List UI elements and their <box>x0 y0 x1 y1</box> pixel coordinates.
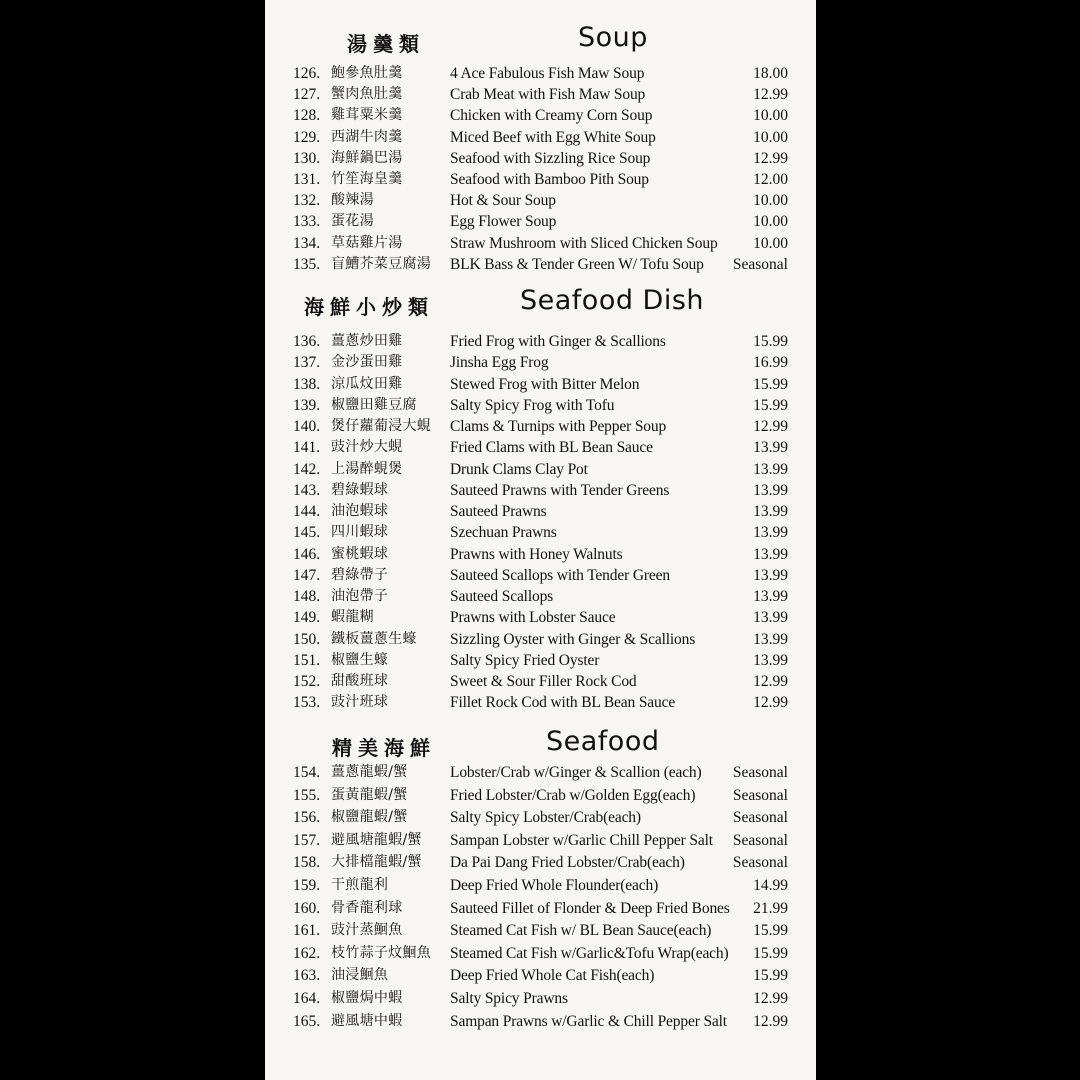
menu-item-row <box>265 105 816 126</box>
item-name-en: Lobster/Crab w/Ginger & Scallion (each) <box>450 764 702 781</box>
item-number: 160. <box>293 899 321 917</box>
item-number: 145. <box>293 524 321 542</box>
item-name-en: Stewed Frog with Bitter Melon <box>450 375 640 393</box>
menu-item-row <box>265 762 816 785</box>
item-price: 13.99 <box>753 481 788 499</box>
item-name-zh: 豉汁炒大蜆 <box>331 439 403 456</box>
item-price: 15.99 <box>753 944 788 962</box>
item-name-en: Egg Flower Soup <box>450 213 557 231</box>
item-price: 13.99 <box>753 588 788 605</box>
menu-item-row <box>265 416 816 437</box>
item-name-zh: 煲仔蘿葡浸大蜆 <box>331 418 432 434</box>
item-name-en: Seafood with Sizzling Rice Soup <box>450 149 651 167</box>
item-price: 14.99 <box>753 876 788 894</box>
item-price: 12.99 <box>753 673 788 690</box>
menu-item-row <box>265 807 816 830</box>
item-name-zh: 椒鹽龍蝦/蟹 <box>331 809 408 826</box>
item-name-zh: 大排檔龍蝦/蟹 <box>331 854 422 871</box>
item-number: 162. <box>293 944 321 962</box>
item-price: 15.99 <box>753 333 788 350</box>
item-name-zh: 骨香龍利球 <box>331 899 403 916</box>
item-price: 12.99 <box>753 694 788 712</box>
item-name-zh: 盲鰽芥菜豆腐湯 <box>331 255 432 272</box>
section-title-zh: 海鮮小炒類 <box>304 295 434 319</box>
item-number: 133. <box>293 213 321 231</box>
item-price: 13.99 <box>753 651 788 669</box>
item-name-en: Salty Spicy Fried Oyster <box>450 651 600 669</box>
item-price: Seasonal <box>732 786 788 804</box>
item-name-zh: 蟹肉魚肚羹 <box>331 86 403 103</box>
item-name-en: Chicken with Creamy Corn Soup <box>450 107 653 125</box>
item-name-en: Prawns with Lobster Sauce <box>450 609 616 627</box>
menu-item-row <box>265 148 816 169</box>
item-price: 12.99 <box>753 1012 788 1030</box>
item-price: 10.00 <box>753 192 788 210</box>
item-name-en: Sauteed Fillet of Flonder & Deep Fried Bones <box>450 899 730 917</box>
item-name-en: Sweet & Sour Filler Rock Cod <box>450 673 637 690</box>
item-name-zh: 豉汁班球 <box>331 694 389 711</box>
item-price: Seasonal <box>732 831 788 849</box>
section-title-en: Seafood Dish <box>520 285 705 316</box>
item-name-en: Seafood with Bamboo Pith Soup <box>450 170 649 188</box>
menu-item-row <box>265 629 816 650</box>
item-number: 136. <box>293 333 321 350</box>
item-name-zh: 蛋黃龍蝦/蟹 <box>331 786 408 803</box>
item-name-zh: 油泡蝦球 <box>331 503 389 519</box>
item-name-en: Jinsha Egg Frog <box>450 354 549 372</box>
item-name-en: Sampan Prawns w/Garlic & Chill Pepper Salt <box>450 1012 727 1030</box>
menu-item-row <box>265 565 816 586</box>
item-number: 157. <box>293 831 321 849</box>
item-number: 154. <box>293 764 321 781</box>
item-name-en: Salty Spicy Prawns <box>450 989 568 1007</box>
item-price: 12.99 <box>753 418 788 435</box>
item-number: 137. <box>293 354 321 372</box>
item-name-en: Salty Spicy Frog with Tofu <box>450 396 615 414</box>
item-number: 151. <box>293 651 321 669</box>
item-name-zh: 椒鹽焗中蝦 <box>331 989 403 1006</box>
item-name-en: 4 Ace Fabulous Fish Maw Soup <box>450 65 645 82</box>
item-name-zh: 金沙蛋田雞 <box>331 354 403 371</box>
item-price: 10.00 <box>753 234 788 252</box>
item-price: 15.99 <box>753 967 788 985</box>
item-name-en: Sauteed Scallops <box>450 588 554 605</box>
item-name-en: Miced Beef with Egg White Soup <box>450 128 656 146</box>
item-name-en: Hot & Sour Soup <box>450 192 556 210</box>
item-price: 13.99 <box>753 524 788 542</box>
menu-item-row <box>265 352 816 373</box>
menu-item-row <box>265 459 816 480</box>
item-number: 153. <box>293 694 321 712</box>
menu-item-row <box>265 671 816 692</box>
item-name-zh: 草菇雞片湯 <box>331 234 403 251</box>
section-title-zh: 湯羹類 <box>347 32 425 56</box>
menu-item-row <box>265 233 816 254</box>
menu-item-row <box>265 852 816 875</box>
item-name-zh: 鐵板薑蔥生蠔 <box>331 630 417 647</box>
item-number: 163. <box>293 967 321 985</box>
item-name-zh: 避風塘龍蝦/蟹 <box>331 831 422 848</box>
item-price: 16.99 <box>753 354 788 372</box>
item-number: 149. <box>293 609 321 627</box>
item-price: 13.99 <box>753 545 788 563</box>
item-name-zh: 油泡帶子 <box>331 588 389 604</box>
item-name-en: Fried Clams with BL Bean Sauce <box>450 439 653 457</box>
item-number: 143. <box>293 481 321 499</box>
item-name-zh: 薑蔥炒田雞 <box>331 333 403 349</box>
menu-item-row <box>265 63 816 84</box>
item-name-zh: 鮑參魚肚羹 <box>331 65 403 81</box>
menu-item-row <box>265 480 816 501</box>
item-name-en: Fried Lobster/Crab w/Golden Egg(each) <box>450 786 696 804</box>
item-price: 10.00 <box>753 128 788 146</box>
item-price: 15.99 <box>753 396 788 414</box>
item-number: 131. <box>293 170 321 188</box>
item-name-en: Deep Fried Whole Cat Fish(each) <box>450 967 655 985</box>
item-number: 156. <box>293 809 321 827</box>
item-price: 12.99 <box>753 86 788 104</box>
menu-item-row <box>265 586 816 607</box>
section-title-en: Soup <box>578 22 648 53</box>
item-number: 155. <box>293 786 321 804</box>
item-name-zh: 竹笙海皇羹 <box>331 170 403 187</box>
item-number: 147. <box>293 566 321 584</box>
item-name-en: Straw Mushroom with Sliced Chicken Soup <box>450 234 718 252</box>
menu-item-row <box>265 254 816 275</box>
item-name-en: Fried Frog with Ginger & Scallions <box>450 333 666 350</box>
item-number: 140. <box>293 418 321 435</box>
item-number: 132. <box>293 192 321 210</box>
item-name-en: Salty Spicy Lobster/Crab(each) <box>450 809 641 827</box>
item-name-en: Da Pai Dang Fried Lobster/Crab(each) <box>450 854 685 872</box>
menu-item-row <box>265 898 816 921</box>
item-name-zh: 枝竹蒜子炆鮰魚 <box>331 944 432 961</box>
menu-item-row <box>265 127 816 148</box>
menu-item-row <box>265 395 816 416</box>
item-name-zh: 蝦龍糊 <box>331 609 374 626</box>
item-name-zh: 涼瓜炆田雞 <box>331 375 403 392</box>
item-price: Seasonal <box>732 255 788 273</box>
item-name-zh: 蛋花湯 <box>331 213 374 230</box>
item-number: 138. <box>293 375 321 393</box>
item-name-en: Szechuan Prawns <box>450 524 557 542</box>
item-number: 135. <box>293 255 321 273</box>
item-name-zh: 酸辣湯 <box>331 192 374 209</box>
item-name-zh: 碧綠蝦球 <box>331 481 389 498</box>
item-number: 152. <box>293 673 321 690</box>
item-number: 128. <box>293 107 321 125</box>
item-number: 126. <box>293 65 321 82</box>
item-price: 10.00 <box>753 107 788 125</box>
menu-item-row <box>265 190 816 211</box>
item-name-zh: 海鮮鍋巴湯 <box>331 149 403 166</box>
item-price: 12.00 <box>753 170 788 188</box>
menu-item-row <box>265 84 816 105</box>
item-name-en: Sizzling Oyster with Ginger & Scallions <box>450 630 696 648</box>
item-number: 129. <box>293 128 321 146</box>
menu-item-row <box>265 437 816 458</box>
item-price: 13.99 <box>753 460 788 478</box>
item-name-zh: 干煎龍利 <box>331 876 389 893</box>
item-price: 12.99 <box>753 989 788 1007</box>
item-price: Seasonal <box>732 854 788 872</box>
item-name-en: Sauteed Scallops with Tender Green <box>450 566 670 584</box>
menu-item-row <box>265 920 816 943</box>
item-number: 146. <box>293 545 321 563</box>
menu-item-row <box>265 650 816 671</box>
item-name-en: Steamed Cat Fish w/Garlic&Tofu Wrap(each) <box>450 944 729 962</box>
item-number: 141. <box>293 439 321 457</box>
item-name-en: Clams & Turnips with Pepper Soup <box>450 418 667 435</box>
item-price: 15.99 <box>753 922 788 940</box>
item-name-en: Sauteed Prawns <box>450 503 547 520</box>
section-header-seafood <box>265 726 816 766</box>
item-price: 13.99 <box>753 609 788 627</box>
item-name-zh: 椒鹽田雞豆腐 <box>331 396 417 413</box>
menu-item-row <box>265 692 816 713</box>
item-price: 10.00 <box>753 213 788 231</box>
item-name-zh: 避風塘中蝦 <box>331 1012 403 1029</box>
item-price: Seasonal <box>732 764 788 781</box>
item-name-en: Deep Fried Whole Flounder(each) <box>450 876 659 894</box>
item-name-zh: 西湖牛肉羹 <box>331 128 403 145</box>
item-name-en: Drunk Clams Clay Pot <box>450 460 588 478</box>
item-name-en: Steamed Cat Fish w/ BL Bean Sauce(each) <box>450 922 712 940</box>
section-header-seafood-dish <box>265 285 816 325</box>
menu-item-row <box>265 943 816 966</box>
menu-item-row <box>265 607 816 628</box>
soup-items <box>265 63 816 275</box>
item-number: 148. <box>293 588 321 605</box>
section-title-en: Seafood <box>546 726 660 757</box>
menu-item-row <box>265 374 816 395</box>
item-name-zh: 椒鹽生蠔 <box>331 651 389 668</box>
section-header-soup <box>265 22 816 62</box>
item-price: 18.00 <box>753 65 788 82</box>
menu-item-row <box>265 211 816 232</box>
item-price: 13.99 <box>753 439 788 457</box>
item-name-zh: 碧綠帶子 <box>331 566 389 583</box>
menu-item-row <box>265 875 816 898</box>
item-name-zh: 豉汁蒸鮰魚 <box>331 922 403 939</box>
item-price: 15.99 <box>753 375 788 393</box>
item-price: 21.99 <box>753 899 788 917</box>
item-price: 13.99 <box>753 630 788 648</box>
menu-item-row <box>265 522 816 543</box>
item-name-en: Sampan Lobster w/Garlic Chill Pepper Salt <box>450 831 713 849</box>
seafood-dish-items <box>265 331 816 714</box>
item-number: 165. <box>293 1012 321 1030</box>
item-name-en: Crab Meat with Fish Maw Soup <box>450 86 646 104</box>
menu-item-row <box>265 1011 816 1034</box>
menu-item-row <box>265 331 816 352</box>
item-name-zh: 四川蝦球 <box>331 524 389 541</box>
item-number: 134. <box>293 234 321 252</box>
menu-item-row <box>265 544 816 565</box>
item-number: 139. <box>293 396 321 414</box>
item-name-en: Prawns with Honey Walnuts <box>450 545 623 563</box>
item-price: 13.99 <box>753 503 788 520</box>
item-price: Seasonal <box>732 809 788 827</box>
item-name-zh: 薑蔥龍蝦/蟹 <box>331 764 408 780</box>
item-number: 150. <box>293 630 321 648</box>
item-name-en: Sauteed Prawns with Tender Greens <box>450 481 670 499</box>
item-number: 161. <box>293 922 321 940</box>
item-price: 13.99 <box>753 566 788 584</box>
item-number: 144. <box>293 503 321 520</box>
item-price: 12.99 <box>753 149 788 167</box>
item-name-en: BLK Bass & Tender Green W/ Tofu Soup <box>450 255 704 273</box>
menu-page <box>265 0 816 1080</box>
section-title-zh: 精美海鮮 <box>332 736 436 760</box>
item-name-zh: 甜酸班球 <box>331 673 389 689</box>
item-number: 159. <box>293 876 321 894</box>
menu-item-row <box>265 501 816 522</box>
item-number: 127. <box>293 86 321 104</box>
item-number: 130. <box>293 149 321 167</box>
item-number: 158. <box>293 854 321 872</box>
menu-item-row <box>265 785 816 808</box>
menu-item-row <box>265 988 816 1011</box>
item-number: 142. <box>293 460 321 478</box>
item-name-zh: 上湯醉蜆煲 <box>331 460 403 477</box>
item-name-zh: 雞茸粟米羹 <box>331 107 403 124</box>
menu-item-row <box>265 830 816 853</box>
item-number: 164. <box>293 989 321 1007</box>
item-name-en: Fillet Rock Cod with BL Bean Sauce <box>450 694 676 712</box>
seafood-items <box>265 762 816 1033</box>
item-name-zh: 蜜桃蝦球 <box>331 545 389 562</box>
menu-item-row <box>265 965 816 988</box>
item-name-zh: 油浸鮰魚 <box>331 967 389 984</box>
menu-item-row <box>265 169 816 190</box>
